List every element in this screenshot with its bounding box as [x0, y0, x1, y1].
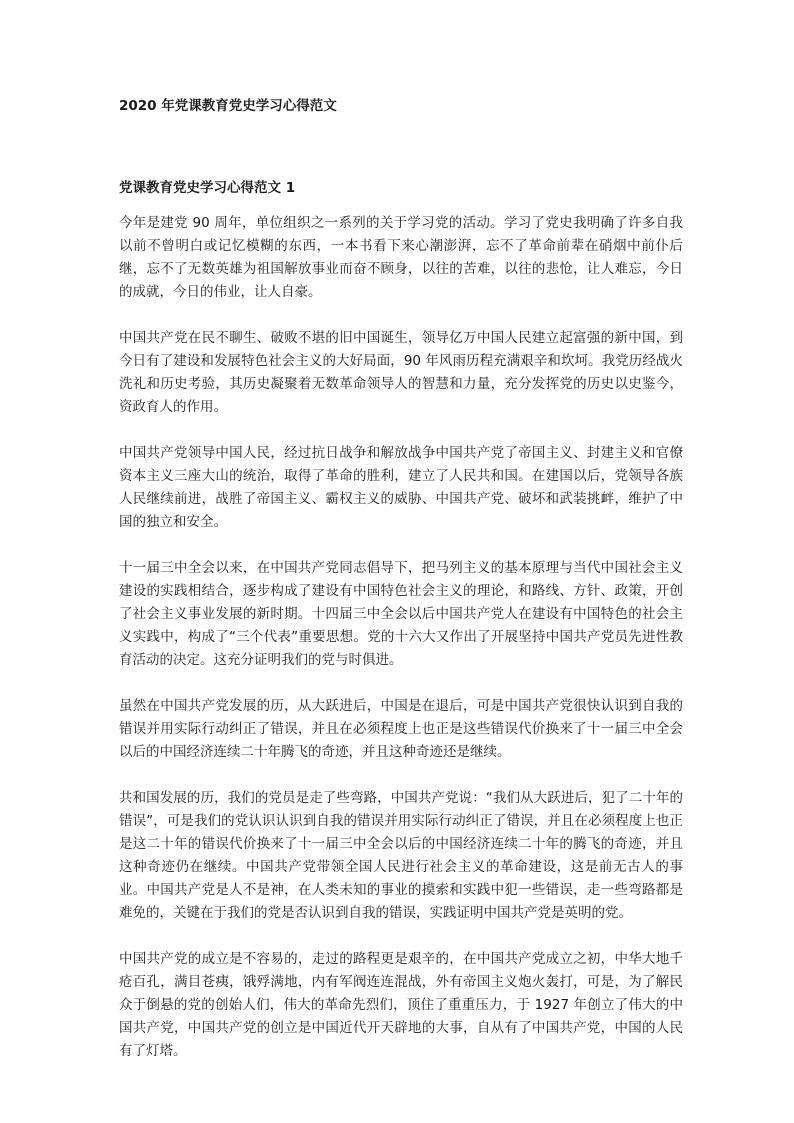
- paragraph-1: 今年是建党 90 周年，单位组织之一系列的关于学习党的活动。学习了党史我明确了许多自我以前不曾明白或记忆模糊的东西，一本书看下来心潮澎湃，忘不了革命前辈在硝烟中前仆后继，忘不了无数英雄为祖国解放事业而奋不顾身，以往的苦难，以往的悲怆，让人难忘，今日的成就，今日的伟业，让人自豪。: [119, 215, 683, 300]
- paragraph-7: 中国共产党的成立是不容易的，走过的路程更是艰辛的，在中国共产党成立之初，中华大地千疮百孔，满目苍痍，饿殍满地，内有军阀连连混战，外有帝国主义炮火轰打，可是，为了解民众于倒悬的党的创始人们，伟大的革命先烈们，顶住了重重压力，于 1927 年创立了伟大的中国共产党，中国共产党的创立是中国近代开天辟地的大事，自从有了中国共产党，中国的人民有了灯塔。: [119, 951, 683, 1059]
- section-title: 党课教育党史学习心得范文 1: [119, 180, 296, 196]
- paragraph-5: 虽然在中国共产党发展的历，从大跃进后，中国是在退后，可是中国共产党很快认识到自我的错误并用实际行动纠正了错误，并且在必须程度上也正是这些错误代价换来了十一届三中全会以后的中国经济连续二十年腾飞的奇迹，并且这种奇迹还是继续。: [119, 698, 683, 760]
- document-page: [119, 96, 683, 1063]
- paragraph-3: 中国共产党领导中国人民，经过抗日战争和解放战争中国共产党了帝国主义、封建主义和官僚资本主义三座大山的统治，取得了革命的胜利，建立了人民共和国。在建国以后，党领导各族人民继续前进，战胜了帝国主义、霸权主义的威胁、中国共产党、破坏和武装挑衅，维护了中国的独立和安全。: [119, 445, 683, 530]
- document-title: 2020 年党课教育党史学习心得范文: [119, 98, 337, 114]
- paragraph-4: 十一届三中全会以来，在中国共产党同志倡导下，把马列主义的基本原理与当代中国社会主义建设的实践相结合，逐步构成了建设有中国特色社会主义的理论，和路线、方针、政策，开创了社会主义事业发展的新时期。十四届三中全会以后中国共产党人在建设有中国特色的社会主义实践中，构成了“三个代表”重要思想。党的十六大又作出了开展坚持中国共产党员先进性教育活动的决定。这充分证明我们的党与时俱进。: [119, 560, 683, 668]
- paragraph-2: 中国共产党在民不聊生、破败不堪的旧中国诞生，领导亿万中国人民建立起富强的新中国，到今日有了建设和发展特色社会主义的大好局面，90 年风雨历程充满艰辛和坎坷。我党历经战火洗礼和历史考验，其历史凝聚着无数革命领导人的智慧和力量，充分发挥党的历史以史鉴今，资政育人的作用。: [119, 330, 683, 415]
- paragraph-6: 共和国发展的历，我们的党员是走了些弯路，中国共产党说：“我们从大跃进后，犯了二十年的错误”，可是我们的党认识认识到自我的错误并用实际行动纠正了错误，并且在必须程度上也正是这二十年的错误代价换来了十一届三中全会以后的中国经济连续二十年的腾飞的奇迹，并且这种奇迹仍在继续。中国共产党带领全国人民进行社会主义的革命建设，这是前无古人的事业。中国共产党是人不是神，在人类未知的事业的摸索和实践中犯一些错误，走一些弯路都是难免的，关键在于我们的党是否认识到自我的错误，实践证明中国共产党是英明的党。: [119, 790, 683, 921]
